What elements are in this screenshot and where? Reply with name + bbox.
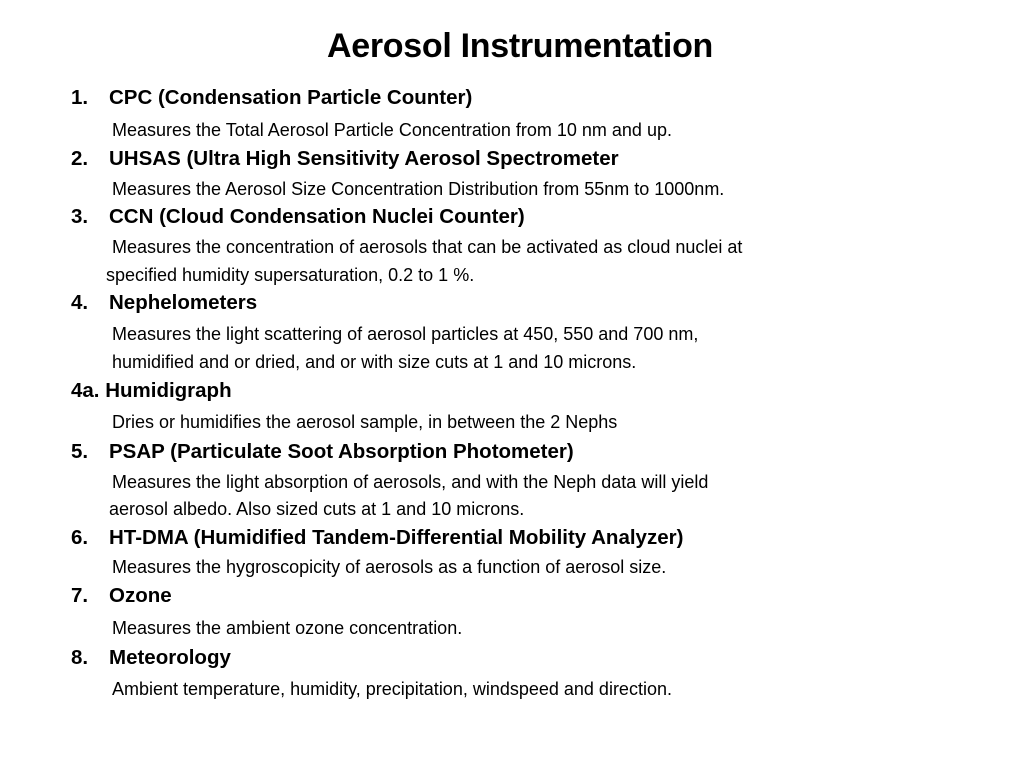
item-number: 3.	[71, 205, 89, 228]
item-description: Dries or humidifies the aerosol sample, in between the 2 Nephs	[112, 412, 618, 432]
item-heading-text: Nephelometers	[109, 291, 258, 314]
item-description: Measures the light absorption of aerosols, and with the Neph data will yield	[112, 472, 709, 492]
item-number: 8.	[71, 646, 89, 669]
item-number: 1.	[71, 86, 89, 109]
item-description: Measures the Total Aerosol Particle Concentration from 10 nm and up.	[112, 120, 672, 140]
item-heading-text: 4a. Humidigraph	[71, 379, 232, 402]
list-item-heading	[71, 291, 257, 315]
list-item-heading	[71, 205, 525, 229]
item-heading-text: Ozone	[109, 584, 172, 607]
item-description: humidified and or dried, and or with size cuts at 1 and 10 microns.	[112, 352, 637, 372]
item-description: Measures the concentration of aerosols that can be activated as cloud nuclei at	[112, 237, 743, 257]
item-heading-text: PSAP (Particulate Soot Absorption Photometer)	[109, 440, 574, 463]
item-description: Ambient temperature, humidity, precipitation, windspeed and direction.	[112, 679, 672, 699]
list-item-heading	[71, 584, 172, 608]
item-description: aerosol albedo. Also sized cuts at 1 and 10 microns.	[109, 499, 525, 519]
item-heading-text: UHSAS (Ultra High Sensitivity Aerosol Spectrometer	[109, 147, 619, 170]
list-item-heading	[71, 526, 683, 550]
list-item-heading	[71, 379, 232, 403]
item-number: 6.	[71, 526, 89, 549]
item-heading-text: CCN (Cloud Condensation Nuclei Counter)	[109, 205, 525, 228]
item-description: Measures the ambient ozone concentration.	[112, 618, 463, 638]
list-item-heading	[71, 86, 472, 110]
item-number: 5.	[71, 440, 89, 463]
item-description: Measures the hygroscopicity of aerosols as a function of aerosol size.	[112, 557, 667, 577]
item-description: Measures the Aerosol Size Concentration Distribution from 55nm to 1000nm.	[112, 179, 725, 199]
item-description: specified humidity supersaturation, 0.2 to 1 %.	[106, 265, 475, 285]
slide-title: Aerosol Instrumentation	[326, 27, 714, 65]
item-heading-text: CPC (Condensation Particle Counter)	[109, 86, 473, 109]
list-item-heading	[71, 646, 231, 670]
item-heading-text: Meteorology	[109, 646, 231, 669]
item-number: 2.	[71, 147, 89, 170]
item-description: Measures the light scattering of aerosol particles at 450, 550 and 700 nm,	[112, 324, 699, 344]
item-heading-text: HT-DMA (Humidified Tandem-Differential Mobility Analyzer)	[109, 526, 684, 549]
list-item-heading	[71, 147, 619, 171]
item-number: 7.	[71, 584, 89, 607]
item-number: 4.	[71, 291, 89, 314]
list-item-heading	[71, 440, 574, 464]
